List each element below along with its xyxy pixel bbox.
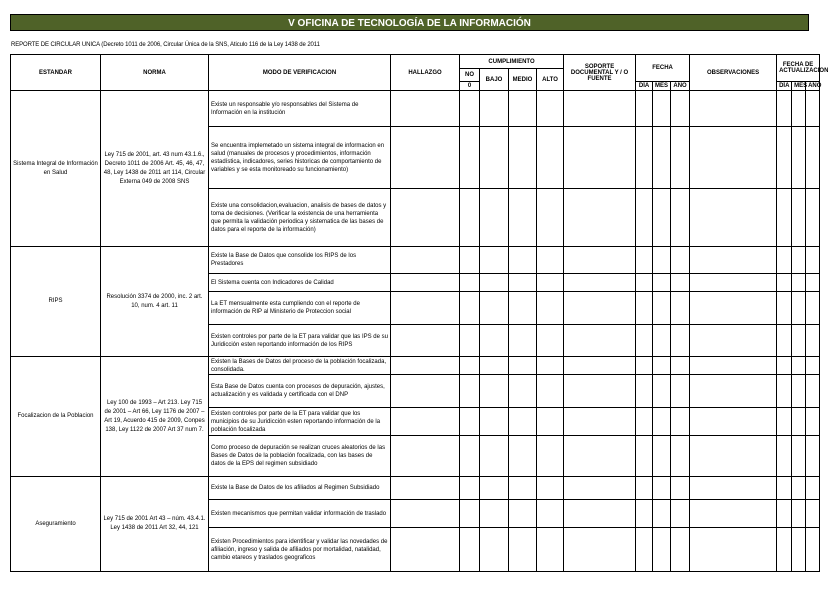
fecha-anio-cell[interactable]: [671, 436, 690, 477]
bajo-cell[interactable]: [480, 357, 509, 375]
act-anio-cell[interactable]: [806, 357, 820, 375]
modo-verificacion-cell: Existe un responsable y/o responsables del Sistema de Información en la institución: [209, 91, 391, 127]
medio-cell[interactable]: [509, 127, 537, 189]
modo-verificacion-cell: Existen controles por parte de la ET para validar que los municipios de su Juridicción esten reportando información de la población focalizada: [209, 408, 391, 436]
bajo-cell[interactable]: [480, 292, 509, 325]
act-anio-cell[interactable]: [806, 325, 820, 357]
act-dia-cell[interactable]: [777, 500, 792, 528]
fecha-anio-cell[interactable]: [671, 274, 690, 292]
medio-cell[interactable]: [509, 292, 537, 325]
fecha-mes-cell[interactable]: [653, 528, 671, 572]
medio-cell[interactable]: [509, 247, 537, 274]
observaciones-cell[interactable]: [690, 408, 777, 436]
act-mes-cell[interactable]: [792, 127, 806, 189]
alto-cell[interactable]: [537, 127, 564, 189]
header-no-sub: 0: [460, 82, 480, 91]
fecha-anio-cell[interactable]: [671, 528, 690, 572]
soporte-cell[interactable]: [564, 528, 636, 572]
no-cell[interactable]: [460, 274, 480, 292]
fecha-mes-cell[interactable]: [653, 292, 671, 325]
bajo-cell[interactable]: [480, 91, 509, 127]
fecha-mes-cell[interactable]: [653, 477, 671, 500]
hallazgo-cell[interactable]: [391, 500, 460, 528]
fecha-dia-cell[interactable]: [636, 292, 653, 325]
fecha-dia-cell[interactable]: [636, 357, 653, 375]
act-mes-cell[interactable]: [792, 500, 806, 528]
table-row: [11, 247, 820, 274]
fecha-anio-cell[interactable]: [671, 189, 690, 247]
fecha-dia-cell[interactable]: [636, 91, 653, 127]
soporte-cell[interactable]: [564, 91, 636, 127]
table-row: [11, 477, 820, 500]
bajo-cell[interactable]: [480, 375, 509, 408]
medio-cell[interactable]: [509, 375, 537, 408]
hallazgo-cell[interactable]: [391, 408, 460, 436]
fecha-mes-cell[interactable]: [653, 375, 671, 408]
fecha-mes-cell[interactable]: [653, 91, 671, 127]
act-mes-cell[interactable]: [792, 357, 806, 375]
fecha-dia-cell[interactable]: [636, 247, 653, 274]
alto-cell[interactable]: [537, 189, 564, 247]
observaciones-cell[interactable]: [690, 274, 777, 292]
header-modo-verificacion: MODO DE VERIFICACION: [209, 55, 391, 91]
alto-cell[interactable]: [537, 274, 564, 292]
observaciones-cell[interactable]: [690, 127, 777, 189]
fecha-dia-cell[interactable]: [636, 375, 653, 408]
bajo-cell[interactable]: [480, 408, 509, 436]
observaciones-cell[interactable]: [690, 292, 777, 325]
header-observaciones: OBSERVACIONES: [690, 55, 777, 91]
act-mes-cell[interactable]: [792, 436, 806, 477]
soporte-cell[interactable]: [564, 408, 636, 436]
header-anio-act: AÑO: [806, 82, 820, 91]
fecha-dia-cell[interactable]: [636, 274, 653, 292]
act-anio-cell[interactable]: [806, 127, 820, 189]
act-dia-cell[interactable]: [777, 375, 792, 408]
modo-verificacion-cell: El Sistema cuenta con Indicadores de Calidad: [209, 274, 391, 292]
act-dia-cell[interactable]: [777, 528, 792, 572]
alto-cell[interactable]: [537, 247, 564, 274]
verification-table: [10, 54, 828, 572]
act-anio-cell[interactable]: [806, 274, 820, 292]
act-mes-cell[interactable]: [792, 528, 806, 572]
act-anio-cell[interactable]: [806, 477, 820, 500]
estandar-cell: Sistema Integral de Información en Salud: [11, 91, 101, 247]
no-cell[interactable]: [460, 528, 480, 572]
observaciones-cell[interactable]: [690, 528, 777, 572]
act-anio-cell[interactable]: [806, 91, 820, 127]
modo-verificacion-cell: Existe la Base de Datos de los afiliados al Regimen Subsidiado: [209, 477, 391, 500]
no-cell[interactable]: [460, 247, 480, 274]
estandar-cell: Aseguramiento: [11, 477, 101, 572]
fecha-mes-cell[interactable]: [653, 189, 671, 247]
bajo-cell[interactable]: [480, 528, 509, 572]
fecha-mes-cell[interactable]: [653, 408, 671, 436]
act-mes-cell[interactable]: [792, 189, 806, 247]
act-mes-cell[interactable]: [792, 375, 806, 408]
observaciones-cell[interactable]: [690, 375, 777, 408]
alto-cell[interactable]: [537, 408, 564, 436]
no-cell[interactable]: [460, 357, 480, 375]
modo-verificacion-cell: Existe la Base de Datos que consolide los RIPS de los Prestadores: [209, 247, 391, 274]
modo-verificacion-cell: Como proceso de depuración se realizan cruces aleatorios de las Bases de Datos de la población focalizada, con las bases de datos de la EPS del regimen subsidiado: [209, 436, 391, 477]
medio-cell[interactable]: [509, 408, 537, 436]
header-fecha-actualizacion: FECHA DE ACTUALIZACION: [777, 55, 820, 82]
fecha-mes-cell[interactable]: [653, 325, 671, 357]
medio-cell[interactable]: [509, 325, 537, 357]
fecha-dia-cell[interactable]: [636, 500, 653, 528]
soporte-cell[interactable]: [564, 292, 636, 325]
table-row: [11, 357, 820, 375]
fecha-anio-cell[interactable]: [671, 127, 690, 189]
alto-cell[interactable]: [537, 528, 564, 572]
fecha-anio-cell[interactable]: [671, 325, 690, 357]
soporte-cell[interactable]: [564, 274, 636, 292]
report-reference: REPORTE DE CIRCULAR UNICA (Decreto 1011 de 2006, Circular Única de la SNS, Aticulo 116 de la Ley 1438 de 2011: [11, 42, 320, 48]
fecha-mes-cell[interactable]: [653, 500, 671, 528]
header-no: NO: [460, 69, 480, 82]
hallazgo-cell[interactable]: [391, 247, 460, 274]
fecha-anio-cell[interactable]: [671, 247, 690, 274]
fecha-mes-cell[interactable]: [653, 127, 671, 189]
act-anio-cell[interactable]: [806, 436, 820, 477]
modo-verificacion-cell: Existen controles por parte de la ET para validar que las IPS de su Juridicción esten reportando información de los RIPS: [209, 325, 391, 357]
modo-verificacion-cell: La ET mensualmente esta cumpliendo con el reporte de información de RIP al Ministerio de Proteccion social: [209, 292, 391, 325]
fecha-anio-cell[interactable]: [671, 91, 690, 127]
fecha-dia-cell[interactable]: [636, 528, 653, 572]
act-dia-cell[interactable]: [777, 91, 792, 127]
hallazgo-cell[interactable]: [391, 127, 460, 189]
bajo-cell[interactable]: [480, 325, 509, 357]
act-dia-cell[interactable]: [777, 357, 792, 375]
fecha-anio-cell[interactable]: [671, 500, 690, 528]
table-row: [11, 91, 820, 127]
estandar-cell: Focalizacion de la Poblacion: [11, 357, 101, 477]
alto-cell[interactable]: [537, 91, 564, 127]
no-cell[interactable]: [460, 477, 480, 500]
header-estandar: ESTANDAR: [11, 55, 101, 91]
medio-cell[interactable]: [509, 436, 537, 477]
header-dia: DÍA: [636, 82, 653, 91]
norma-cell: Ley 715 de 2001 Art 43 – núm. 43.4.1. Ley 1438 de 2011 Art 32, 44, 121: [101, 477, 209, 572]
modo-verificacion-cell: Se encuentra implemetado un sistema integral de informacion en salud (manuales de procesos y procedimientos, información estadística, indicadores, series historicas de comportamiento de variables y se esta monitoreado su funcionamiento): [209, 127, 391, 189]
fecha-dia-cell[interactable]: [636, 127, 653, 189]
soporte-cell[interactable]: [564, 189, 636, 247]
medio-cell[interactable]: [509, 500, 537, 528]
norma-cell: Ley 715 de 2001, art. 43 num 43.1.6., Decreto 1011 de 2006 Art. 45, 46, 47, 48, Ley 1438 de 2011 art 114, Circular Externa 049 de 2008 SNS: [101, 91, 209, 247]
header-mes-act: MES: [792, 82, 806, 91]
no-cell[interactable]: [460, 436, 480, 477]
no-cell[interactable]: [460, 127, 480, 189]
medio-cell[interactable]: [509, 274, 537, 292]
no-cell[interactable]: [460, 325, 480, 357]
hallazgo-cell[interactable]: [391, 274, 460, 292]
no-cell[interactable]: [460, 500, 480, 528]
observaciones-cell[interactable]: [690, 477, 777, 500]
page-title: V OFICINA DE TECNOLOGÍA DE LA INFORMACIÓN: [10, 14, 809, 31]
alto-cell[interactable]: [537, 500, 564, 528]
medio-cell[interactable]: [509, 477, 537, 500]
act-dia-cell[interactable]: [777, 477, 792, 500]
fecha-dia-cell[interactable]: [636, 436, 653, 477]
act-anio-cell[interactable]: [806, 408, 820, 436]
modo-verificacion-cell: Existen la Bases de Datos del proceso de la población focalizada, consolidada.: [209, 357, 391, 375]
soporte-cell[interactable]: [564, 127, 636, 189]
soporte-cell[interactable]: [564, 247, 636, 274]
observaciones-cell[interactable]: [690, 91, 777, 127]
alto-cell[interactable]: [537, 436, 564, 477]
observaciones-cell[interactable]: [690, 500, 777, 528]
observaciones-cell[interactable]: [690, 357, 777, 375]
modo-verificacion-cell: Existen mecanismos que permitan validar información de traslado: [209, 500, 391, 528]
alto-cell[interactable]: [537, 357, 564, 375]
hallazgo-cell[interactable]: [391, 325, 460, 357]
no-cell[interactable]: [460, 375, 480, 408]
bajo-cell[interactable]: [480, 247, 509, 274]
fecha-mes-cell[interactable]: [653, 247, 671, 274]
act-dia-cell[interactable]: [777, 127, 792, 189]
medio-cell[interactable]: [509, 357, 537, 375]
hallazgo-cell[interactable]: [391, 292, 460, 325]
act-anio-cell[interactable]: [806, 500, 820, 528]
alto-cell[interactable]: [537, 375, 564, 408]
hallazgo-cell[interactable]: [391, 436, 460, 477]
soporte-cell[interactable]: [564, 357, 636, 375]
soporte-cell[interactable]: [564, 500, 636, 528]
modo-verificacion-cell: Existen Procedimientos para identificar y validar las novedades de afiliación, ingreso y salida de afiliados por mortalidad, natalidad, cambio etareos y traslados geograficos: [209, 528, 391, 572]
medio-cell[interactable]: [509, 189, 537, 247]
header-mes: MES: [653, 82, 671, 91]
header-norma: NORMA: [101, 55, 209, 91]
observaciones-cell[interactable]: [690, 189, 777, 247]
act-mes-cell[interactable]: [792, 91, 806, 127]
act-mes-cell[interactable]: [792, 274, 806, 292]
alto-cell[interactable]: [537, 292, 564, 325]
hallazgo-cell[interactable]: [391, 357, 460, 375]
act-dia-cell[interactable]: [777, 247, 792, 274]
act-dia-cell[interactable]: [777, 325, 792, 357]
header-anio: AÑO: [671, 82, 690, 91]
act-dia-cell[interactable]: [777, 436, 792, 477]
modo-verificacion-cell: Esta Base de Datos cuenta con procesos de depuración, ajustes, actualización y es validada y certificada con el DNP: [209, 375, 391, 408]
hallazgo-cell[interactable]: [391, 375, 460, 408]
observaciones-cell[interactable]: [690, 247, 777, 274]
header-hallazgo: HALLAZGO: [391, 55, 460, 91]
bajo-cell[interactable]: [480, 436, 509, 477]
medio-cell[interactable]: [509, 528, 537, 572]
header-alto: ALTO: [537, 69, 564, 91]
no-cell[interactable]: [460, 189, 480, 247]
hallazgo-cell[interactable]: [391, 477, 460, 500]
act-anio-cell[interactable]: [806, 292, 820, 325]
act-mes-cell[interactable]: [792, 325, 806, 357]
fecha-dia-cell[interactable]: [636, 325, 653, 357]
fecha-anio-cell[interactable]: [671, 375, 690, 408]
header-bajo: BAJO: [480, 69, 509, 91]
fecha-anio-cell[interactable]: [671, 292, 690, 325]
fecha-dia-cell[interactable]: [636, 408, 653, 436]
estandar-cell: RIPS: [11, 247, 101, 357]
fecha-dia-cell[interactable]: [636, 189, 653, 247]
header-fecha: FECHA: [636, 55, 690, 82]
medio-cell[interactable]: [509, 91, 537, 127]
act-anio-cell[interactable]: [806, 528, 820, 572]
act-mes-cell[interactable]: [792, 477, 806, 500]
soporte-cell[interactable]: [564, 325, 636, 357]
observaciones-cell[interactable]: [690, 436, 777, 477]
fecha-anio-cell[interactable]: [671, 408, 690, 436]
bajo-cell[interactable]: [480, 500, 509, 528]
no-cell[interactable]: [460, 91, 480, 127]
act-dia-cell[interactable]: [777, 189, 792, 247]
soporte-cell[interactable]: [564, 436, 636, 477]
hallazgo-cell[interactable]: [391, 189, 460, 247]
bajo-cell[interactable]: [480, 127, 509, 189]
header-cumplimiento: CUMPLIMIENTO: [460, 55, 564, 69]
no-cell[interactable]: [460, 408, 480, 436]
act-anio-cell[interactable]: [806, 247, 820, 274]
norma-cell: Resolución 3374 de 2000, inc. 2 art. 10, num. 4 art. 11: [101, 247, 209, 357]
act-dia-cell[interactable]: [777, 274, 792, 292]
header-soporte: SOPORTE DOCUMENTAL Y / O FUENTE: [564, 55, 636, 91]
alto-cell[interactable]: [537, 325, 564, 357]
header-medio: MEDIO: [509, 69, 537, 91]
hallazgo-cell[interactable]: [391, 91, 460, 127]
alto-cell[interactable]: [537, 477, 564, 500]
act-mes-cell[interactable]: [792, 247, 806, 274]
fecha-dia-cell[interactable]: [636, 477, 653, 500]
act-dia-cell[interactable]: [777, 408, 792, 436]
fecha-anio-cell[interactable]: [671, 357, 690, 375]
act-mes-cell[interactable]: [792, 292, 806, 325]
bajo-cell[interactable]: [480, 189, 509, 247]
soporte-cell[interactable]: [564, 375, 636, 408]
fecha-mes-cell[interactable]: [653, 274, 671, 292]
hallazgo-cell[interactable]: [391, 528, 460, 572]
no-cell[interactable]: [460, 292, 480, 325]
act-mes-cell[interactable]: [792, 408, 806, 436]
observaciones-cell[interactable]: [690, 325, 777, 357]
norma-cell: Ley 100 de 1993 – Art 213. Ley 715 de 2001 – Art 66, Ley 1176 de 2007 – Art 19, Acuerdo 415 de 2009, Conpes 138, Ley 1122 de 2007 Art 37 num 7.: [101, 357, 209, 477]
bajo-cell[interactable]: [480, 274, 509, 292]
act-anio-cell[interactable]: [806, 189, 820, 247]
fecha-mes-cell[interactable]: [653, 436, 671, 477]
header-dia-act: DÍA: [777, 82, 792, 91]
modo-verificacion-cell: Existe una consolidacion,evaluacion, analisis de bases de datos y toma de decisiones. (Verificar la existencia de una herramienta que permita la validación periodica y sistematica de las bases de datos para el reporte de la información): [209, 189, 391, 247]
fecha-anio-cell[interactable]: [671, 477, 690, 500]
act-dia-cell[interactable]: [777, 292, 792, 325]
bajo-cell[interactable]: [480, 477, 509, 500]
act-anio-cell[interactable]: [806, 375, 820, 408]
fecha-mes-cell[interactable]: [653, 357, 671, 375]
soporte-cell[interactable]: [564, 477, 636, 500]
